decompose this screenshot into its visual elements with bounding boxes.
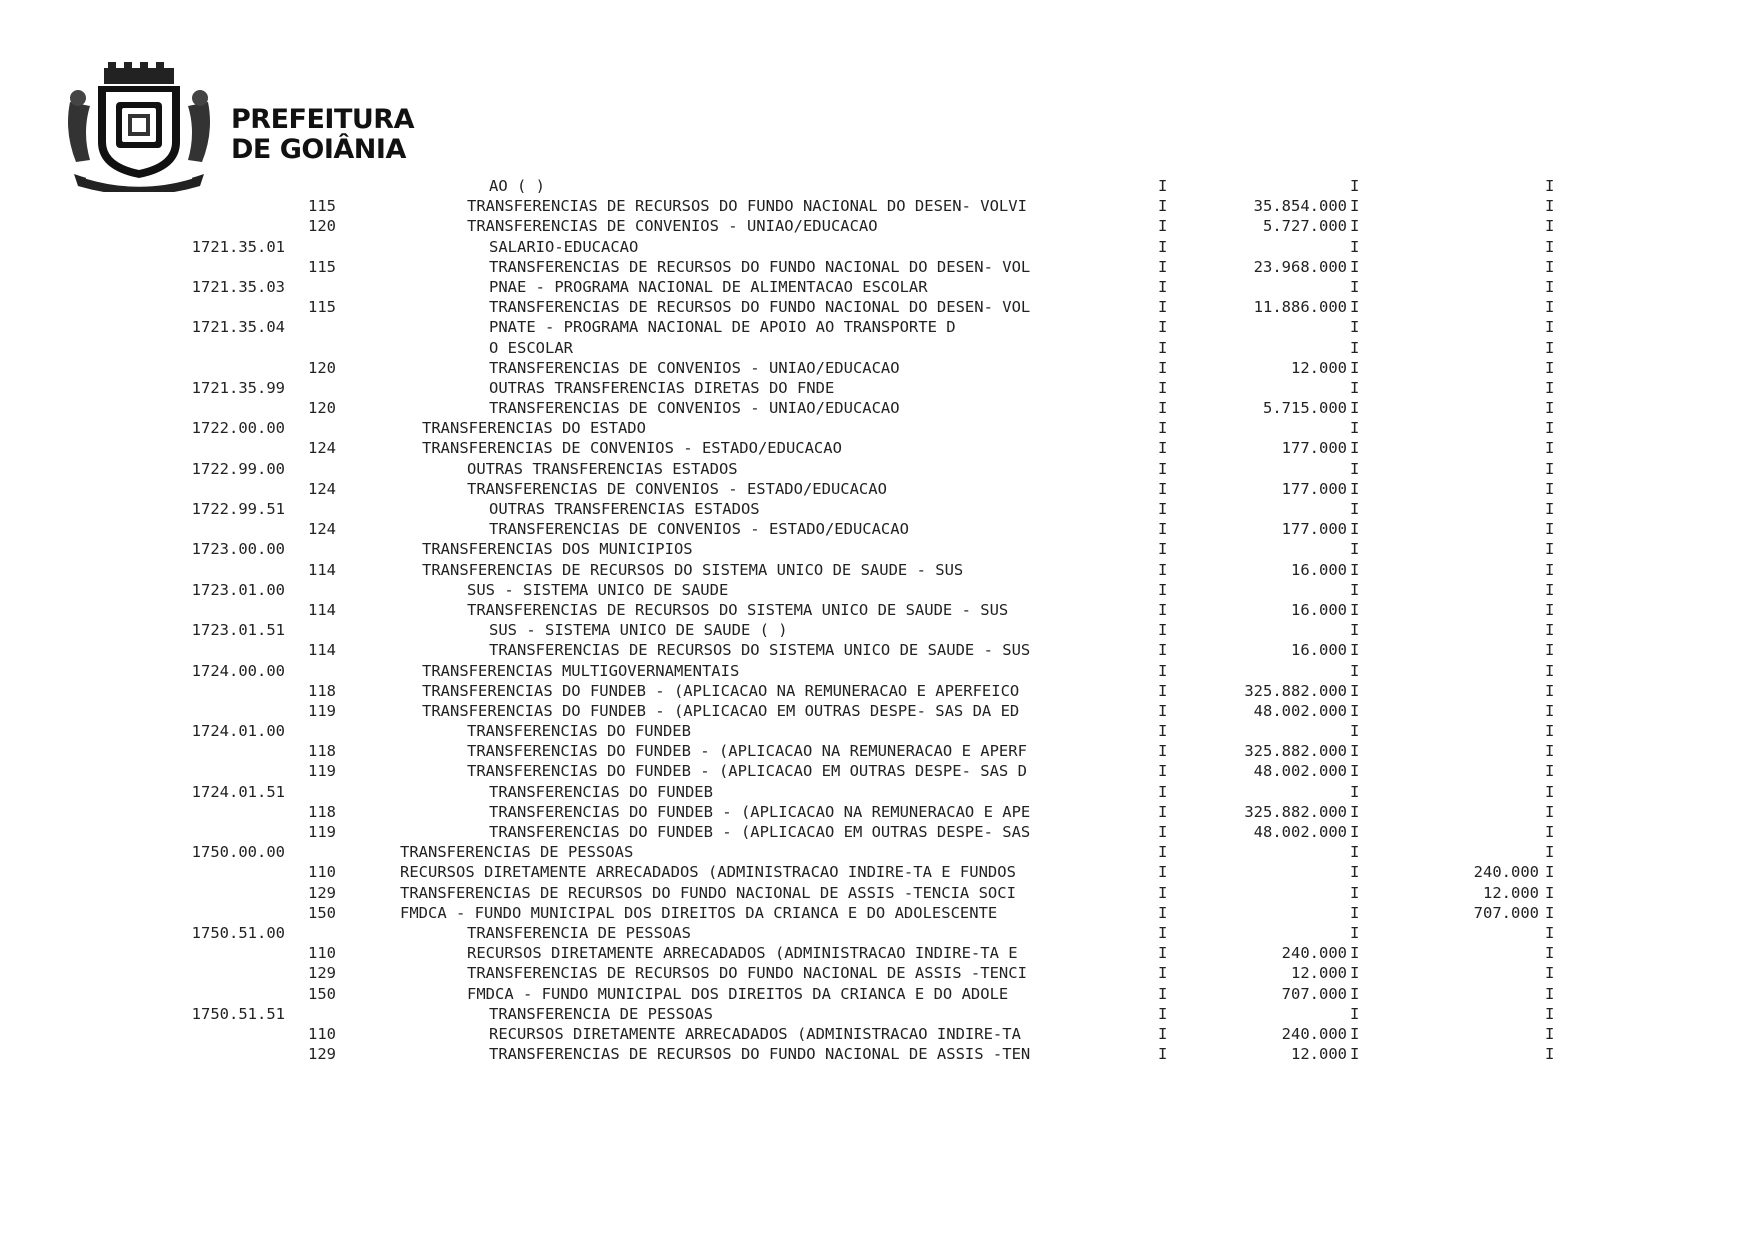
column-separator: I [1545,903,1555,922]
column-separator: I [1545,863,1555,882]
table-row [0,903,1754,923]
column-separator: I [1158,358,1168,377]
value-column-1: 177.000 [1281,439,1347,458]
column-separator: I [1545,701,1555,720]
table-row [0,257,1754,277]
column-separator: I [1158,843,1168,862]
account-code: 1723.01.51 [191,621,285,640]
table-row [0,398,1754,418]
column-separator: I [1545,580,1555,599]
table-row [0,923,1754,943]
column-separator: I [1545,520,1555,539]
description: TRANSFERENCIAS DO FUNDEB - (APLICACAO EM OUTRAS DESPE- SAS D [467,762,1027,781]
column-separator: I [1350,661,1360,680]
source-code: 150 [308,903,336,922]
column-separator: I [1350,1024,1360,1043]
column-separator: I [1350,984,1360,1003]
column-separator: I [1158,782,1168,801]
description: AO ( ) [489,177,545,195]
description: TRANSFERENCIAS DE RECURSOS DO FUNDO NACIONAL DE ASSIS -TENCIA SOCI [400,883,1016,902]
column-separator: I [1350,802,1360,821]
description: TRANSFERENCIAS DE CONVENIOS - UNIAO/EDUCACAO [489,358,900,377]
column-separator: I [1158,479,1168,498]
column-separator: I [1350,641,1360,660]
description: TRANSFERENCIAS MULTIGOVERNAMENTAIS [422,661,740,680]
column-separator: I [1350,944,1360,963]
table-row [0,963,1754,983]
column-separator: I [1350,277,1360,296]
description: TRANSFERENCIAS DE RECURSOS DO FUNDO NACIONAL DO DESEN- VOL [489,257,1031,276]
column-separator: I [1545,600,1555,619]
source-code: 129 [308,1045,336,1064]
description: OUTRAS TRANSFERENCIAS ESTADOS [467,459,738,478]
column-separator: I [1350,722,1360,741]
column-separator: I [1350,217,1360,236]
source-code: 114 [308,600,336,619]
value-column-1: 707.000 [1281,984,1347,1003]
source-code: 120 [308,217,336,236]
description: TRANSFERENCIAS DO FUNDEB - (APLICACAO EM OUTRAS DESPE- SAS [489,823,1031,841]
column-separator: I [1158,439,1168,458]
column-separator: I [1158,964,1168,983]
table-row [0,620,1754,640]
column-separator: I [1158,863,1168,882]
table-row [0,883,1754,903]
column-separator: I [1158,338,1168,357]
description: PNAE - PROGRAMA NACIONAL DE ALIMENTACAO ESCOLAR [489,277,928,296]
table-row [0,358,1754,378]
column-separator: I [1158,459,1168,478]
column-separator: I [1545,1004,1555,1023]
description: TRANSFERENCIAS DOS MUNICIPIOS [422,540,693,559]
source-code: 129 [308,964,336,983]
column-separator: I [1158,378,1168,397]
column-separator: I [1545,318,1555,337]
column-separator: I [1545,1024,1555,1043]
description: PNATE - PROGRAMA NACIONAL DE APOIO AO TRANSPORTE D [489,318,956,337]
column-separator: I [1545,681,1555,700]
description: TRANSFERENCIAS DO FUNDEB [467,722,691,741]
column-separator: I [1545,257,1555,276]
account-code: 1722.00.00 [191,419,285,438]
table-row [0,600,1754,620]
column-separator: I [1350,298,1360,317]
description: TRANSFERENCIAS DO FUNDEB - (APLICACAO NA REMUNERACAO E APE [489,802,1031,821]
source-code: 115 [308,197,336,216]
column-separator: I [1350,823,1360,841]
table-row [0,479,1754,499]
description: TRANSFERENCIAS DE RECURSOS DO FUNDO NACIONAL DE ASSIS -TENCI [467,964,1027,983]
column-separator: I [1545,378,1555,397]
column-separator: I [1545,500,1555,518]
column-separator: I [1350,378,1360,397]
description: TRANSFERENCIAS DE CONVENIOS - ESTADO/EDUCACAO [489,520,909,539]
column-separator: I [1545,298,1555,317]
column-separator: I [1350,923,1360,942]
column-separator: I [1158,883,1168,902]
description: RECURSOS DIRETAMENTE ARRECADADOS (ADMINISTRACAO INDIRE-TA E FUNDOS [400,863,1016,882]
column-separator: I [1350,500,1360,518]
account-code: 1750.51.51 [191,1004,285,1023]
table-row [0,580,1754,600]
column-separator: I [1158,722,1168,741]
description: TRANSFERENCIAS DE PESSOAS [400,843,634,862]
column-separator: I [1158,419,1168,438]
value-column-1: 16.000 [1291,600,1347,619]
table-row [0,378,1754,398]
account-code: 1722.99.00 [191,459,285,478]
column-separator: I [1545,964,1555,983]
column-separator: I [1545,237,1555,256]
column-separator: I [1350,863,1360,882]
description: TRANSFERENCIAS DE RECURSOS DO FUNDO NACIONAL DO DESEN- VOL [489,298,1031,317]
source-code: 114 [308,560,336,579]
table-row [0,1004,1754,1024]
value-column-2: 240.000 [1473,863,1539,882]
column-separator: I [1545,479,1555,498]
value-column-1: 12.000 [1291,1045,1347,1064]
account-code: 1721.35.04 [191,318,285,337]
table-row [0,418,1754,438]
column-separator: I [1350,520,1360,539]
column-separator: I [1350,762,1360,781]
table-row [0,862,1754,882]
column-separator: I [1350,1045,1360,1064]
value-column-1: 325.882.000 [1244,742,1347,761]
source-code: 115 [308,298,336,317]
prefeitura-logo [64,62,414,192]
account-code: 1724.01.51 [191,782,285,801]
value-column-1: 48.002.000 [1253,701,1347,720]
account-code: 1723.00.00 [191,540,285,559]
description: SUS - SISTEMA UNICO DE SAUDE ( ) [489,621,788,640]
source-code: 118 [308,742,336,761]
column-separator: I [1350,1004,1360,1023]
table-row [0,721,1754,741]
table-row [0,640,1754,660]
value-column-1: 177.000 [1281,520,1347,539]
source-code: 119 [308,823,336,841]
source-code: 119 [308,762,336,781]
column-separator: I [1350,580,1360,599]
table-row [0,519,1754,539]
value-column-1: 240.000 [1281,1024,1347,1043]
account-code: 1750.51.00 [191,923,285,942]
description: TRANSFERENCIAS DE CONVENIOS - UNIAO/EDUCACAO [489,399,900,418]
source-code: 110 [308,944,336,963]
column-separator: I [1545,1045,1555,1064]
column-separator: I [1350,237,1360,256]
column-separator: I [1350,540,1360,559]
account-code: 1724.00.00 [191,661,285,680]
value-column-1: 325.882.000 [1244,802,1347,821]
column-separator: I [1545,197,1555,216]
logo-line-1: PREFEITURA [231,104,414,135]
description: OUTRAS TRANSFERENCIAS ESTADOS [489,500,760,518]
revenue-report-table [0,176,1754,1064]
value-column-1: 23.968.000 [1253,257,1347,276]
account-code: 1724.01.00 [191,722,285,741]
value-column-1: 12.000 [1291,358,1347,377]
table-row [0,216,1754,236]
column-separator: I [1158,217,1168,236]
column-separator: I [1350,701,1360,720]
column-separator: I [1158,580,1168,599]
column-separator: I [1545,742,1555,761]
value-column-1: 35.854.000 [1253,197,1347,216]
column-separator: I [1158,661,1168,680]
description: TRANSFERENCIAS DE CONVENIOS - ESTADO/EDUCACAO [422,439,842,458]
column-separator: I [1158,257,1168,276]
column-separator: I [1350,318,1360,337]
table-row [0,297,1754,317]
description: TRANSFERENCIAS DE RECURSOS DO FUNDO NACIONAL DO DESEN- VOLVI [467,197,1027,216]
column-separator: I [1158,823,1168,841]
column-separator: I [1350,399,1360,418]
column-separator: I [1158,681,1168,700]
column-separator: I [1158,621,1168,640]
account-code: 1750.00.00 [191,843,285,862]
source-code: 124 [308,520,336,539]
column-separator: I [1545,177,1555,195]
source-code: 114 [308,641,336,660]
column-separator: I [1350,903,1360,922]
column-separator: I [1545,984,1555,1003]
column-separator: I [1350,197,1360,216]
column-separator: I [1350,600,1360,619]
table-row [0,681,1754,701]
value-column-2: 707.000 [1473,903,1539,922]
table-row [0,661,1754,681]
account-code: 1721.35.03 [191,277,285,296]
table-row [0,459,1754,479]
column-separator: I [1158,1004,1168,1023]
column-separator: I [1158,742,1168,761]
column-separator: I [1545,560,1555,579]
value-column-1: 12.000 [1291,964,1347,983]
column-separator: I [1158,701,1168,720]
table-row [0,237,1754,257]
table-row [0,701,1754,721]
column-separator: I [1350,177,1360,195]
column-separator: I [1158,237,1168,256]
column-separator: I [1158,540,1168,559]
value-column-1: 16.000 [1291,560,1347,579]
column-separator: I [1545,419,1555,438]
description: RECURSOS DIRETAMENTE ARRECADADOS (ADMINISTRACAO INDIRE-TA [489,1024,1021,1043]
table-row [0,1044,1754,1064]
logo-text [231,105,414,165]
column-separator: I [1158,399,1168,418]
value-column-1: 11.886.000 [1253,298,1347,317]
table-row [0,176,1754,196]
column-separator: I [1158,600,1168,619]
description: TRANSFERENCIAS DO FUNDEB [489,782,713,801]
table-row [0,438,1754,458]
source-code: 124 [308,479,336,498]
table-row [0,802,1754,822]
description: TRANSFERENCIAS DE CONVENIOS - ESTADO/EDUCACAO [467,479,887,498]
table-row [0,1024,1754,1044]
description: TRANSFERENCIAS DE CONVENIOS - UNIAO/EDUCACAO [467,217,878,236]
column-separator: I [1158,802,1168,821]
value-column-1: 16.000 [1291,641,1347,660]
column-separator: I [1158,1045,1168,1064]
column-separator: I [1350,419,1360,438]
description: O ESCOLAR [489,338,573,357]
account-code: 1721.35.99 [191,378,285,397]
source-code: 118 [308,802,336,821]
account-code: 1721.35.01 [191,237,285,256]
column-separator: I [1158,298,1168,317]
column-separator: I [1545,722,1555,741]
description: TRANSFERENCIAS DO FUNDEB - (APLICACAO EM OUTRAS DESPE- SAS DA ED [422,701,1020,720]
description: TRANSFERENCIAS DO FUNDEB - (APLICACAO NA REMUNERACAO E APERFEICO [422,681,1020,700]
column-separator: I [1545,621,1555,640]
source-code: 120 [308,399,336,418]
source-code: 124 [308,439,336,458]
column-separator: I [1545,641,1555,660]
table-row [0,196,1754,216]
value-column-1: 5.715.000 [1263,399,1347,418]
table-row [0,761,1754,781]
description: TRANSFERENCIAS DO ESTADO [422,419,646,438]
value-column-1: 48.002.000 [1253,762,1347,781]
column-separator: I [1545,277,1555,296]
description: TRANSFERENCIAS DE RECURSOS DO SISTEMA UNICO DE SAUDE - SUS [467,600,1009,619]
table-row [0,539,1754,559]
column-separator: I [1350,459,1360,478]
source-code: 119 [308,701,336,720]
value-column-1: 177.000 [1281,479,1347,498]
column-separator: I [1158,923,1168,942]
column-separator: I [1350,257,1360,276]
column-separator: I [1158,520,1168,539]
table-row [0,277,1754,297]
column-separator: I [1350,358,1360,377]
column-separator: I [1545,338,1555,357]
table-row [0,499,1754,519]
source-code: 110 [308,1024,336,1043]
value-column-1: 240.000 [1281,944,1347,963]
column-separator: I [1350,964,1360,983]
value-column-1: 5.727.000 [1263,217,1347,236]
table-row [0,984,1754,1004]
value-column-1: 48.002.000 [1253,823,1347,841]
column-separator: I [1158,641,1168,660]
column-separator: I [1545,823,1555,841]
column-separator: I [1158,1024,1168,1043]
column-separator: I [1158,177,1168,195]
source-code: 150 [308,984,336,1003]
column-separator: I [1158,560,1168,579]
description: FMDCA - FUNDO MUNICIPAL DOS DIREITOS DA CRIANCA E DO ADOLESCENTE [400,903,998,922]
column-separator: I [1545,399,1555,418]
description: TRANSFERENCIAS DE RECURSOS DO FUNDO NACIONAL DE ASSIS -TEN [489,1045,1031,1064]
description: SUS - SISTEMA UNICO DE SAUDE [467,580,729,599]
column-separator: I [1350,621,1360,640]
account-code: 1722.99.51 [191,500,285,518]
column-separator: I [1350,742,1360,761]
table-row [0,822,1754,842]
source-code: 115 [308,257,336,276]
table-row [0,741,1754,761]
source-code: 118 [308,681,336,700]
column-separator: I [1158,318,1168,337]
column-separator: I [1350,681,1360,700]
coat-of-arms-icon [64,62,214,192]
column-separator: I [1350,843,1360,862]
column-separator: I [1545,843,1555,862]
column-separator: I [1158,762,1168,781]
column-separator: I [1350,439,1360,458]
table-row [0,317,1754,337]
account-code: 1723.01.00 [191,580,285,599]
column-separator: I [1158,277,1168,296]
description: FMDCA - FUNDO MUNICIPAL DOS DIREITOS DA CRIANCA E DO ADOLE [467,984,1009,1003]
column-separator: I [1545,540,1555,559]
table-row [0,842,1754,862]
column-separator: I [1350,883,1360,902]
column-separator: I [1545,439,1555,458]
column-separator: I [1158,944,1168,963]
description: OUTRAS TRANSFERENCIAS DIRETAS DO FNDE [489,378,835,397]
column-separator: I [1158,500,1168,518]
table-row [0,338,1754,358]
column-separator: I [1350,560,1360,579]
source-code: 120 [308,358,336,377]
description: TRANSFERENCIAS DO FUNDEB - (APLICACAO NA REMUNERACAO E APERF [467,742,1027,761]
column-separator: I [1158,197,1168,216]
column-separator: I [1545,661,1555,680]
column-separator: I [1545,883,1555,902]
logo-line-2: DE GOIÂNIA [231,134,406,165]
column-separator: I [1158,984,1168,1003]
description: TRANSFERENCIAS DE RECURSOS DO SISTEMA UNICO DE SAUDE - SUS [489,641,1031,660]
description: TRANSFERENCIA DE PESSOAS [467,923,691,942]
column-separator: I [1350,782,1360,801]
source-code: 129 [308,883,336,902]
source-code: 110 [308,863,336,882]
column-separator: I [1545,762,1555,781]
description: SALARIO-EDUCACAO [489,237,639,256]
table-row [0,782,1754,802]
table-row [0,943,1754,963]
description: TRANSFERENCIA DE PESSOAS [489,1004,713,1023]
table-row [0,560,1754,580]
value-column-2: 12.000 [1483,883,1539,902]
description: RECURSOS DIRETAMENTE ARRECADADOS (ADMINISTRACAO INDIRE-TA E [467,944,1018,963]
column-separator: I [1158,903,1168,922]
column-separator: I [1545,459,1555,478]
column-separator: I [1545,802,1555,821]
description: TRANSFERENCIAS DE RECURSOS DO SISTEMA UNICO DE SAUDE - SUS [422,560,964,579]
column-separator: I [1350,338,1360,357]
column-separator: I [1350,479,1360,498]
column-separator: I [1545,358,1555,377]
value-column-1: 325.882.000 [1244,681,1347,700]
column-separator: I [1545,217,1555,236]
column-separator: I [1545,944,1555,963]
column-separator: I [1545,923,1555,942]
column-separator: I [1545,782,1555,801]
